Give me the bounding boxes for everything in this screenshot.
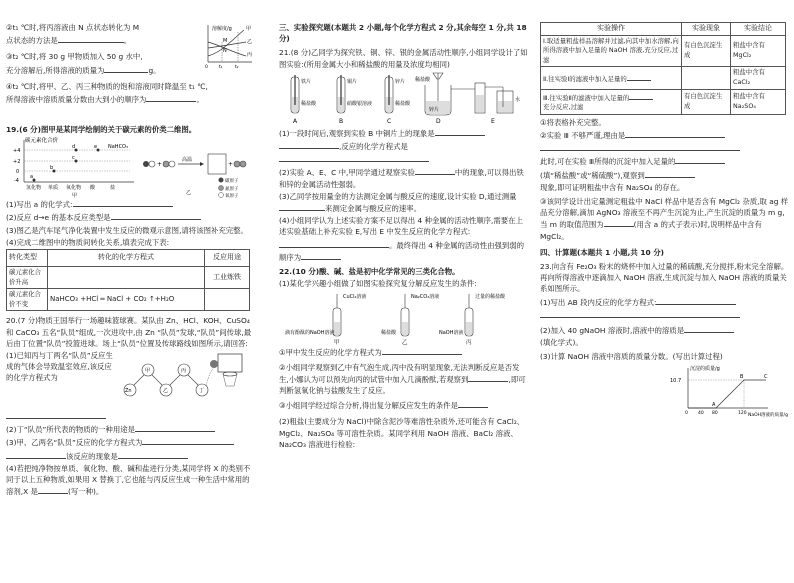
double-decomposition-figure (279, 290, 529, 346)
conversion-table (6, 249, 250, 311)
answer-blank[interactable] (684, 324, 734, 333)
tube-label-yi: 乙 (402, 340, 408, 347)
q20-4b: (写一种)。 (67, 487, 104, 497)
point-a: A (712, 401, 716, 408)
letter-a: A (293, 117, 298, 125)
table-cell: 粗盐中含有 CaCl₂ (731, 67, 786, 89)
carbon-valence-diagram (6, 136, 254, 198)
q22-2: (2)粗盐(主要成分为 NaCl)中除含泥沙等难溶性杂质外,还可能含有 CaCl₂、MgCl₂、Na₂SO₄ 等可溶性杂质。某同学利用 NaOH 溶液、BaCl₂ 溶液、Na₂CO₃ 溶液进行检验: (279, 417, 525, 449)
table-answer-cell[interactable] (205, 289, 250, 311)
answer-blank[interactable] (629, 91, 653, 100)
q18-2-line2: 点状态的方法是 (6, 36, 58, 46)
period: 。 (196, 95, 204, 105)
solubility-curve-figure (200, 22, 254, 70)
basketball-icon (210, 360, 218, 368)
table-cell: Ⅲ.往实验Ⅱ的滤液中加入足量的 (543, 93, 630, 102)
table-cell: NaHCO₃ +HCl ═ NaCl + CO₂ ↑+H₂O (48, 289, 205, 311)
tube-a (291, 75, 317, 125)
letter-b: B (339, 117, 344, 125)
label-acid: 稀盐酸 (415, 76, 431, 83)
tick-120: 120 (738, 410, 747, 416)
tube-label-bing: 丙 (466, 340, 472, 347)
q21-stem: 21.(8 分)乙同学为探究铁、铜、锌、银的金属活动性顺序,小组同学设计了如图实验:(所用金属大小和稀盐酸的用量及浓度均相同) (279, 48, 528, 69)
answer-blank[interactable] (382, 346, 462, 355)
table-header: 实验现象 (682, 23, 731, 36)
graph-y-label: 沉淀的质量/g (690, 365, 720, 372)
backboard (218, 354, 242, 372)
q23-2b: (填化学式)。 (540, 338, 583, 348)
note-2d: 现象,即可证明粗盐中含有 Na₂SO₄ 的存在。 (540, 182, 685, 192)
figure-label-yi: 乙 (186, 190, 192, 197)
table-header: 反应用途 (205, 250, 250, 267)
answer-blank[interactable] (135, 423, 215, 432)
table-cell: 粗盐中含有 MgCl₂ (731, 35, 786, 67)
q19-title: 19.(6 分)图甲是某同学绘制的关于碳元素的价类二维图。 (6, 125, 197, 134)
q18-3-line1: ③t₂ ℃时,将 30 g 甲物质加入 50 g 水中, (6, 52, 143, 62)
blank-box (208, 154, 226, 174)
tube-b (337, 75, 372, 125)
answer-blank[interactable] (279, 140, 339, 149)
q18-continued: ②t₁ ℃时,将丙溶液由 N 点状态转化为 M 点状态的方法是 。 ③t₂ ℃时,将 30 g 甲物质加入 50 g 水中, 充分溶解后,所得溶液的质量为 g。 ④t₂ ℃时,将甲、乙、丙三种物质的饱和溶液同时降温至 t₁ ℃, 所得溶液中溶质质量分数由大到小的顺序为 。 溶解度/g M N 甲 乙 丙 0 t₁ t₂ (6, 23, 253, 105)
tick-zero: 0 (16, 169, 20, 176)
tick-plus2: +2 (13, 159, 21, 166)
condition-label: 高温 (182, 157, 193, 164)
label-naoh: NaOH溶液 (439, 330, 464, 337)
column-2 (279, 22, 529, 451)
q19-3: (3)图乙是汽车尾气净化装置中发生反应的微观示意图,请将该图补充完整。 (6, 225, 248, 235)
answer-blank[interactable] (458, 399, 488, 408)
label-zinc: 锌片 (395, 78, 406, 85)
table-cell: 粗盐中含有 Na₂SO₄ (731, 89, 786, 114)
label-excess-hcl: 过量的稀盐酸 (475, 294, 506, 301)
answer-blank[interactable] (279, 239, 389, 248)
q19-1: (1)写出 a 的化学式: (6, 200, 73, 210)
point-a: a (30, 174, 34, 181)
answer-blank[interactable] (415, 166, 455, 175)
point-c: C (764, 373, 768, 380)
answer-blank[interactable] (6, 450, 66, 459)
tick-t2: t₂ (235, 65, 239, 70)
label-hcl: 稀盐酸 (381, 330, 397, 337)
graph-x-label: NaOH溶液的质量/g (748, 412, 788, 418)
label-copper: 铜片 (347, 78, 358, 85)
table-cell: 充分反应,过滤 (543, 103, 584, 112)
q18-2-line1: ②t₁ ℃时,将丙溶液由 N 点状态转化为 M (6, 23, 140, 32)
note-1: ①将表格补充完整。 (540, 117, 606, 127)
q20-2: (2)丁“队员”所代表的物质的一种用途是 (6, 425, 135, 435)
q21-3b: 来测定金属与酸反应的速率。 (325, 204, 422, 214)
answer-blank[interactable] (279, 202, 325, 211)
q22-1c: ③小组同学经过综合分析,得出复分解反应发生的条件是 (279, 401, 458, 411)
q21-4b: 。最终得出 4 种金属的活动性由强到弱的顺序为 (279, 240, 525, 262)
basketball-pass-figure (118, 350, 252, 410)
player-yi: 乙 (163, 388, 169, 394)
legend-oxygen: 氧原子 (225, 194, 239, 199)
q19-4: (4)完成二维图中的物质间转化关系,填表完成下表: (6, 237, 170, 247)
answer-blank[interactable] (279, 153, 429, 162)
answer-blank[interactable] (675, 155, 725, 164)
q23-3: (3)计算 NaOH 溶液中溶质的质量分数。(写出计算过程) (540, 352, 723, 362)
cat-acid: 酸 (90, 185, 96, 192)
letter-c: C (387, 117, 392, 125)
cat-hydride: 氢化物 (26, 185, 42, 192)
answer-blank[interactable] (118, 450, 188, 459)
player-zn: Zn (125, 388, 132, 394)
table-header: 转化的化学方程式 (48, 250, 205, 267)
point-n: N (223, 48, 227, 54)
q22-1b: ②小组同学观察到乙中有气泡生成,丙中没有明显现象,无法判断反应是否发生,小娜认为可以预先向丙的试管中加入几滴酚酞,若观察到 (279, 362, 520, 384)
q20-title: 20.(7 分)物质王国举行一场趣味篮球赛。某队由 Zn、HCl、KOH、CuSO₄ 和 CaCO₃ 五名“队员”组成,一次进攻中,由 Zn “队员”发球,“队员”间传球,最后由丁位置“队员”投篮进球。场上“队员”位置及传球路线如图所示,请回答: (6, 316, 252, 348)
point-nahco3: NaHCO₃ (108, 144, 128, 151)
section-3-title: 三、实验探究题(本题共 2 小题,每个化学方程式 2 分,其余每空 1 分,共 18 分) (279, 23, 527, 44)
tube-label-jia: 甲 (334, 340, 340, 347)
tube-yi (381, 293, 439, 346)
answer-blank[interactable] (625, 129, 725, 138)
q23-2: (2)加入 40 gNaOH 溶液时,溶液中的溶质是 (540, 326, 685, 335)
answer-blank[interactable] (656, 296, 736, 305)
answer-blank[interactable] (604, 218, 634, 227)
label-cucl2: CuCl₂溶液 (343, 294, 367, 301)
svg-text:+: + (157, 161, 163, 169)
answer-blank[interactable] (301, 251, 341, 260)
valence-axis-label: 碳元素化合价 (25, 138, 59, 145)
table-header: 转化类型 (7, 250, 48, 267)
answer-blank[interactable] (540, 309, 740, 318)
tick-t1: t₁ (219, 65, 223, 70)
precipitate-graph (540, 364, 790, 420)
note-2: ②实验 Ⅲ 不够严谨,理由是 (540, 130, 626, 140)
answer-blank[interactable] (111, 211, 201, 220)
answer-blank[interactable] (435, 127, 485, 136)
column-1 (6, 22, 254, 498)
table-cell: 有白色沉淀生成 (682, 35, 731, 67)
q21-1b: ,反应的化学方程式是 (339, 142, 408, 152)
answer-blank[interactable] (142, 436, 234, 445)
label-naoh-phenol: 滴有酚酞的NaOH溶液 (285, 330, 335, 337)
letter-d: D (436, 117, 441, 125)
section-4-title: 四、计算题(本题共 1 小题,共 10 分) (540, 247, 664, 257)
q18-4-line1: ④t₂ ℃时,将甲、乙、丙三种物质的饱和溶液同时降温至 t₁ ℃, (6, 81, 208, 91)
table-cell: Ⅰ.取适量粗盐样品溶解并过滤,向其中加水溶解,向所得溶液中加入足量的 NaOH 溶液,充分反应,过滤 (541, 35, 682, 67)
unit-text: g。 (148, 65, 161, 75)
table-cell: 碳元素化合价不变 (7, 289, 48, 311)
q22-title: 22.(10 分)酸、碱、盐是初中化学常见的三类化合物。 (279, 267, 460, 277)
q21-1: (1)一段时间后,观察到实验 B 中铜片上的现象是 (279, 128, 435, 138)
q20-body (6, 350, 254, 410)
point-c: c (72, 155, 75, 162)
q20-3: (3)甲、乙两名“队员”反应的化学方程式为 (6, 438, 143, 448)
precipitate-line (688, 380, 766, 408)
legend-nitrogen: 氮原子 (225, 187, 239, 193)
table-cell: Ⅱ.往实验Ⅰ的滤液中加入足量的 (543, 74, 627, 83)
player-bing: 丙 (181, 368, 187, 374)
table-cell: 碳元素化合价升高 (7, 267, 48, 289)
series-yi: 乙 (247, 39, 253, 45)
q21-2: (2)实验 A、E、C 中,甲同学通过观察实验 (279, 168, 415, 178)
tick-80: 80 (712, 410, 718, 416)
series-bing: 丙 (247, 52, 253, 58)
hoop (223, 372, 237, 376)
label-na2co3: Na₂CO₃溶液 (411, 294, 440, 301)
note-2b: 此时,可在实验 Ⅲ所得的沉淀中加入足量的 (540, 157, 676, 167)
note-2c: (填“稀盐酸”或“稀硫酸”),观察到 (540, 170, 645, 180)
label-water: 水 (515, 96, 521, 103)
graph-y-value: 10.7 (670, 377, 682, 384)
table-cell: 有白色沉淀生成 (682, 89, 731, 114)
point-e: e (94, 144, 98, 151)
q22-1a: ①甲中发生反应的化学方程式为 (279, 348, 382, 358)
tick-plus4: +4 (13, 148, 21, 155)
q21-2b: 中的现象,可以得出铁和锌的金属活动性强弱。 (279, 168, 524, 189)
tick-minus4: -4 (14, 178, 19, 185)
answer-blank[interactable] (6, 410, 106, 419)
table-cell: 工业炼铁 (205, 267, 250, 289)
point-b: b (50, 165, 54, 172)
q20-4: (4)若把纯净物按单质、氧化物、酸、碱和盐进行分类,某同学将 X 的类别不同于以上五种物质,如果用 X 替换丁,它也能与丙反应生成一种生活中常用的溶剂,X 是 (6, 463, 251, 497)
tube-jia (285, 293, 367, 346)
q20-1: (1)已知丙与丁两名“队员”反应生成的气体会导致温室效应,该反应的化学方程式为 (6, 351, 113, 383)
tick-0: 0 (685, 410, 688, 416)
player-jia: 甲 (145, 368, 151, 374)
cat-oxide: 氧化物 (66, 185, 82, 192)
q21-4: (4)小组同学认为上述实验方案不足以得出 4 种金属的活动性顺序,需要在上述实验基础上补充实验 E,写出 E 中发生反应的化学方程式: (279, 216, 523, 237)
q18-4-line2: 所得溶液中溶质质量分数由大到小的顺序为 (6, 95, 147, 105)
player-ding: 丁 (199, 388, 205, 394)
answer-blank[interactable] (58, 34, 124, 43)
salt-test-table (540, 22, 786, 115)
cat-salt: 盐 (110, 185, 116, 192)
apparatus-e (475, 83, 520, 125)
table-header: 实验结论 (731, 23, 786, 36)
svg-text:+: + (228, 161, 234, 169)
answer-blank[interactable] (104, 64, 148, 73)
tick-0: 0 (205, 65, 208, 70)
q19-figures (6, 136, 254, 198)
answer-blank[interactable] (73, 198, 173, 207)
table-answer-cell[interactable] (682, 67, 731, 89)
answer-blank[interactable] (627, 72, 651, 81)
point-d: d (72, 144, 76, 151)
series-jia: 甲 (246, 26, 252, 32)
metal-activity-apparatus (279, 71, 529, 127)
q23-stem: 23.向含有 Fe₂O₃ 粉末的烧杯中加入过量的稀硫酸,充分搅拌,粉末完全溶解。再向所得溶液中逐滴加入 NaOH 溶液,生成沉淀与加入 NaOH 溶液的质量关系如图所示。 (540, 261, 789, 294)
label-zinc: 锌片 (429, 106, 440, 113)
q20-3b: 该反应的现象是 (66, 451, 118, 461)
apparatus-d (415, 73, 475, 125)
point-m: M (223, 38, 228, 44)
answer-blank[interactable] (146, 93, 196, 102)
answer-blank[interactable] (645, 169, 695, 178)
q21-3: (3)乙同学按用量金的方法测定金属与酸反应的速度,设计实验 D,通过测量 (279, 191, 517, 201)
label-acid: 稀盐酸 (301, 100, 317, 107)
answer-blank[interactable] (540, 142, 740, 151)
label-acid: 稀盐酸 (395, 100, 411, 107)
answer-blank[interactable] (38, 485, 68, 494)
q18-3-line2: 充分溶解后,所得溶液的质量为 (6, 65, 105, 75)
table-answer-cell[interactable] (48, 267, 205, 289)
q19-2: (2)反应 d→e 的基本反应类型是 (6, 213, 111, 223)
q22-1bb: ,即可判断氢氧化钠与盐酸发生了反应。 (279, 374, 526, 396)
molecule-atom-carbon (143, 161, 149, 167)
note-3b: (用含 a 的式子表示)时,说明样品中含有 MgCl₂。 (540, 220, 762, 241)
note-3: ③该同学设计出定量测定粗盐中 NaCl 样品中是否含有 MgCl₂ 杂质,取 ag 样品充分溶解,滴加 AgNO₃ 溶液至不再产生沉淀为止,产生沉淀的质量为 m g,当 m 的取值范围为 (540, 196, 789, 230)
letter-e: E (491, 117, 495, 125)
q22-1: (1)某化学兴趣小组做了如图实验探究复分解反应发生的条件: (279, 279, 477, 289)
label-iron: 铁片 (301, 78, 312, 85)
column-3 (540, 22, 790, 420)
sol-title: 溶解度/g (212, 26, 232, 32)
cat-element: 单质 (48, 185, 59, 192)
q23-1: (1)写出 AB 段内反应的化学方程式: (540, 297, 657, 307)
figure-label-jia: 甲 (72, 193, 78, 199)
answer-blank[interactable] (468, 373, 508, 382)
label-silver-nitrate: 硝酸银溶液 (347, 100, 373, 107)
tube-c (385, 75, 411, 125)
legend-carbon: 碳原子 (225, 179, 239, 185)
point-b: B (740, 373, 744, 380)
table-header: 实验操作 (541, 23, 682, 36)
tube-bing (439, 293, 506, 346)
tick-40: 40 (698, 410, 704, 416)
